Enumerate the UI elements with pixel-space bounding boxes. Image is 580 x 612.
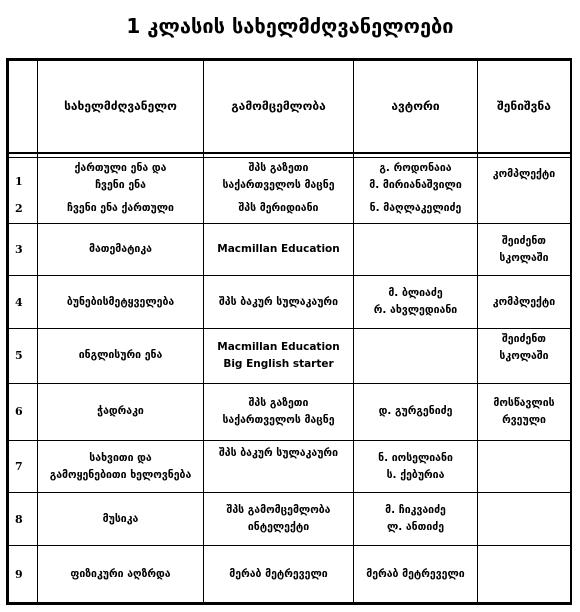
textbook-cell: ქართული ენა და ჩვენი ენა [38, 157, 204, 193]
note-cell [478, 440, 571, 493]
row-number: 4 [9, 276, 38, 329]
textbook-cell: ბუნებისმეტყველება [38, 276, 204, 329]
publisher-cell: შპს მერიდიანი [204, 194, 354, 223]
publisher-cell: შპს გამომცემლობა ინტელექტი [204, 493, 354, 546]
row-number: 9 [9, 546, 38, 603]
publisher-cell: მერაბ მეტრეველი [204, 546, 354, 603]
textbook-cell: ფიზიკური აღზრდა [38, 546, 204, 603]
author-cell: მ. ჩიკვაიძე ლ. ანთიძე [354, 493, 478, 546]
row-number: 6 [9, 383, 38, 440]
page-title: 1 კლასის სახელმძღვანელოები [126, 14, 454, 38]
author-cell: მ. ბლიაძე რ. ახვლედიანი [354, 276, 478, 329]
publisher-cell: Macmillan Education Big English starter [204, 329, 354, 384]
row-number: 3 [9, 223, 38, 276]
textbook-table [6, 58, 572, 605]
note-cell: შეიძენთ სკოლაში [478, 223, 571, 276]
table-row [9, 493, 571, 546]
author-cell [354, 223, 478, 276]
textbook-cell: სახვითი და გამოყენებითი ხელოვნება [38, 440, 204, 493]
textbook-cell: ჩვენი ენა ქართული [38, 194, 204, 223]
publisher-cell: შპს გაზეთი საქართველოს მაცნე [204, 157, 354, 193]
author-cell: ნ. იოსელიანი ს. ქებურია [354, 440, 478, 493]
table-row [9, 276, 571, 329]
header-note: შენიშვნა [478, 61, 571, 154]
publisher-cell: შპს გაზეთი საქართველოს მაცნე [204, 383, 354, 440]
header-number [9, 61, 38, 154]
textbook-cell: მათემატიკა [38, 223, 204, 276]
row-number: 2 [9, 194, 38, 223]
table-row [9, 157, 571, 193]
note-cell [478, 493, 571, 546]
table-row [9, 383, 571, 440]
publisher-cell: შპს ბაკურ სულაკაური [204, 276, 354, 329]
row-number: 8 [9, 493, 38, 546]
row-number: 5 [9, 329, 38, 384]
note-cell: კომპლექტი [478, 157, 571, 193]
note-cell: მოსწავლის რვეული [478, 383, 571, 440]
author-cell: ნ. მაღლაკელიძე [354, 194, 478, 223]
publisher-cell: შპს ბაკურ სულაკაური [204, 440, 354, 493]
author-cell: გ. როდონაია მ. მირიანაშვილი [354, 157, 478, 193]
table-row [9, 546, 571, 603]
note-cell [478, 194, 571, 223]
row-number: 7 [9, 440, 38, 493]
note-cell: კომპლექტი [478, 276, 571, 329]
table-row [9, 440, 571, 493]
author-cell: დ. გურგენიძე [354, 383, 478, 440]
header-publisher: გამომცემლობა [204, 61, 354, 154]
row-number: 1 [9, 157, 38, 193]
textbook-cell: ინგლისური ენა [38, 329, 204, 384]
author-cell: მერაბ მეტრეველი [354, 546, 478, 603]
table-header-row [9, 61, 571, 154]
table-row [9, 194, 571, 223]
publisher-cell: Macmillan Education [204, 223, 354, 276]
textbook-cell: მუსიკა [38, 493, 204, 546]
author-cell [354, 329, 478, 384]
table-row [9, 329, 571, 384]
header-textbook: სახელმძღვანელო [38, 61, 204, 154]
note-cell: შეიძენთ სკოლაში [478, 329, 571, 384]
textbook-cell: ჭადრაკი [38, 383, 204, 440]
header-author: ავტორი [354, 61, 478, 154]
note-cell [478, 546, 571, 603]
table-row [9, 223, 571, 276]
